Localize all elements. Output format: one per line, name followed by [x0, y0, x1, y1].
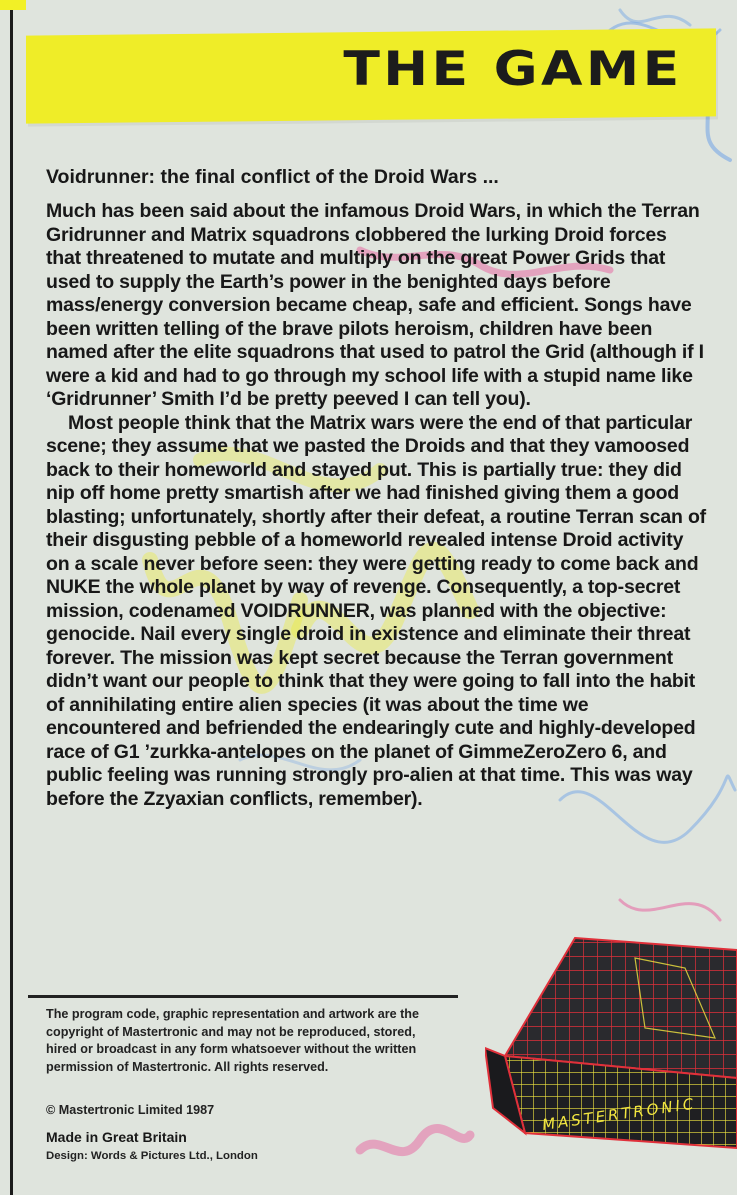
- article-paragraph-1: Much has been said about the infamous Droid Wars, in which the Terran Gridrunner and Matrix squadrons clobbered the lurking Droid forces that threatened to mutate and multiply on the great Power Grids that used to supply the Earth’s power in the benighted days before mass/energy conversion became cheap, safe and efficient. Songs have been written telling of the brave pilots heroism, children have been named after the elite squadrons that used to patrol the Grid (although if I were a kid and had to go through my school life with a stupid name like ‘Gridrunner’ Smith I’d be pretty peeved I can tell you).: [46, 200, 704, 410]
- article-body: [46, 200, 706, 811]
- left-fold-rule: [10, 0, 13, 1195]
- made-in-label: Made in Great Britain: [46, 1129, 187, 1145]
- page-title: THE GAME: [343, 42, 683, 97]
- footer-divider: [28, 995, 458, 998]
- mastertronic-logo: [485, 928, 737, 1160]
- article-subheading: Voidrunner: the final conflict of the Droid Wars ...: [46, 166, 499, 188]
- article-paragraph-2: Most people think that the Matrix wars were the end of that particular scene; they assume that we pasted the Droids and that they vamoosed back to their homeworld and stayed put. This is partially true: they did nip off home pretty smartish after we had finished giving them a good blasting; unfortunately, shortly after their defeat, a routine Terran scan of their disgusting pebble of a homeworld revealed intense Droid activity on a scale never before seen: they were getting ready to come back and NUKE the whole planet by way of revenge. Consequently, a top-secret mission, codenamed VOIDRUNNER, was planned with the objective: genocide. Nail every single droid in existence and eliminate their threat forever. The mission was kept secret because the Terran government didn’t want our people to think that they were going to fall into the habit of annihilating entire alien species (it was about the time we encountered and befriended the endearingly cute and highly-developed race of G1 ’zurkka-antelopes on the planet of GimmeZeroZero 6, and public feeling was running strongly pro-alien at that time. This was way before the Zzyaxian conflicts, remember).: [46, 411, 706, 810]
- legal-notice-text: The program code, graphic representation and artwork are the copyright of Mastertronic and may not be reproduced, stored, hired or broadcast in any form whatsoever without the written permission of Mastertronic. All rights reserved.: [46, 1007, 420, 1074]
- legal-notice: [46, 1006, 436, 1076]
- design-credit: Design: Words & Pictures Ltd., London: [46, 1150, 258, 1162]
- yellow-corner-tab: [0, 0, 26, 10]
- copyright-line: © Mastertronic Limited 1987: [46, 1103, 215, 1117]
- logo-wordmark: MASTERTRONIC: [541, 1094, 698, 1134]
